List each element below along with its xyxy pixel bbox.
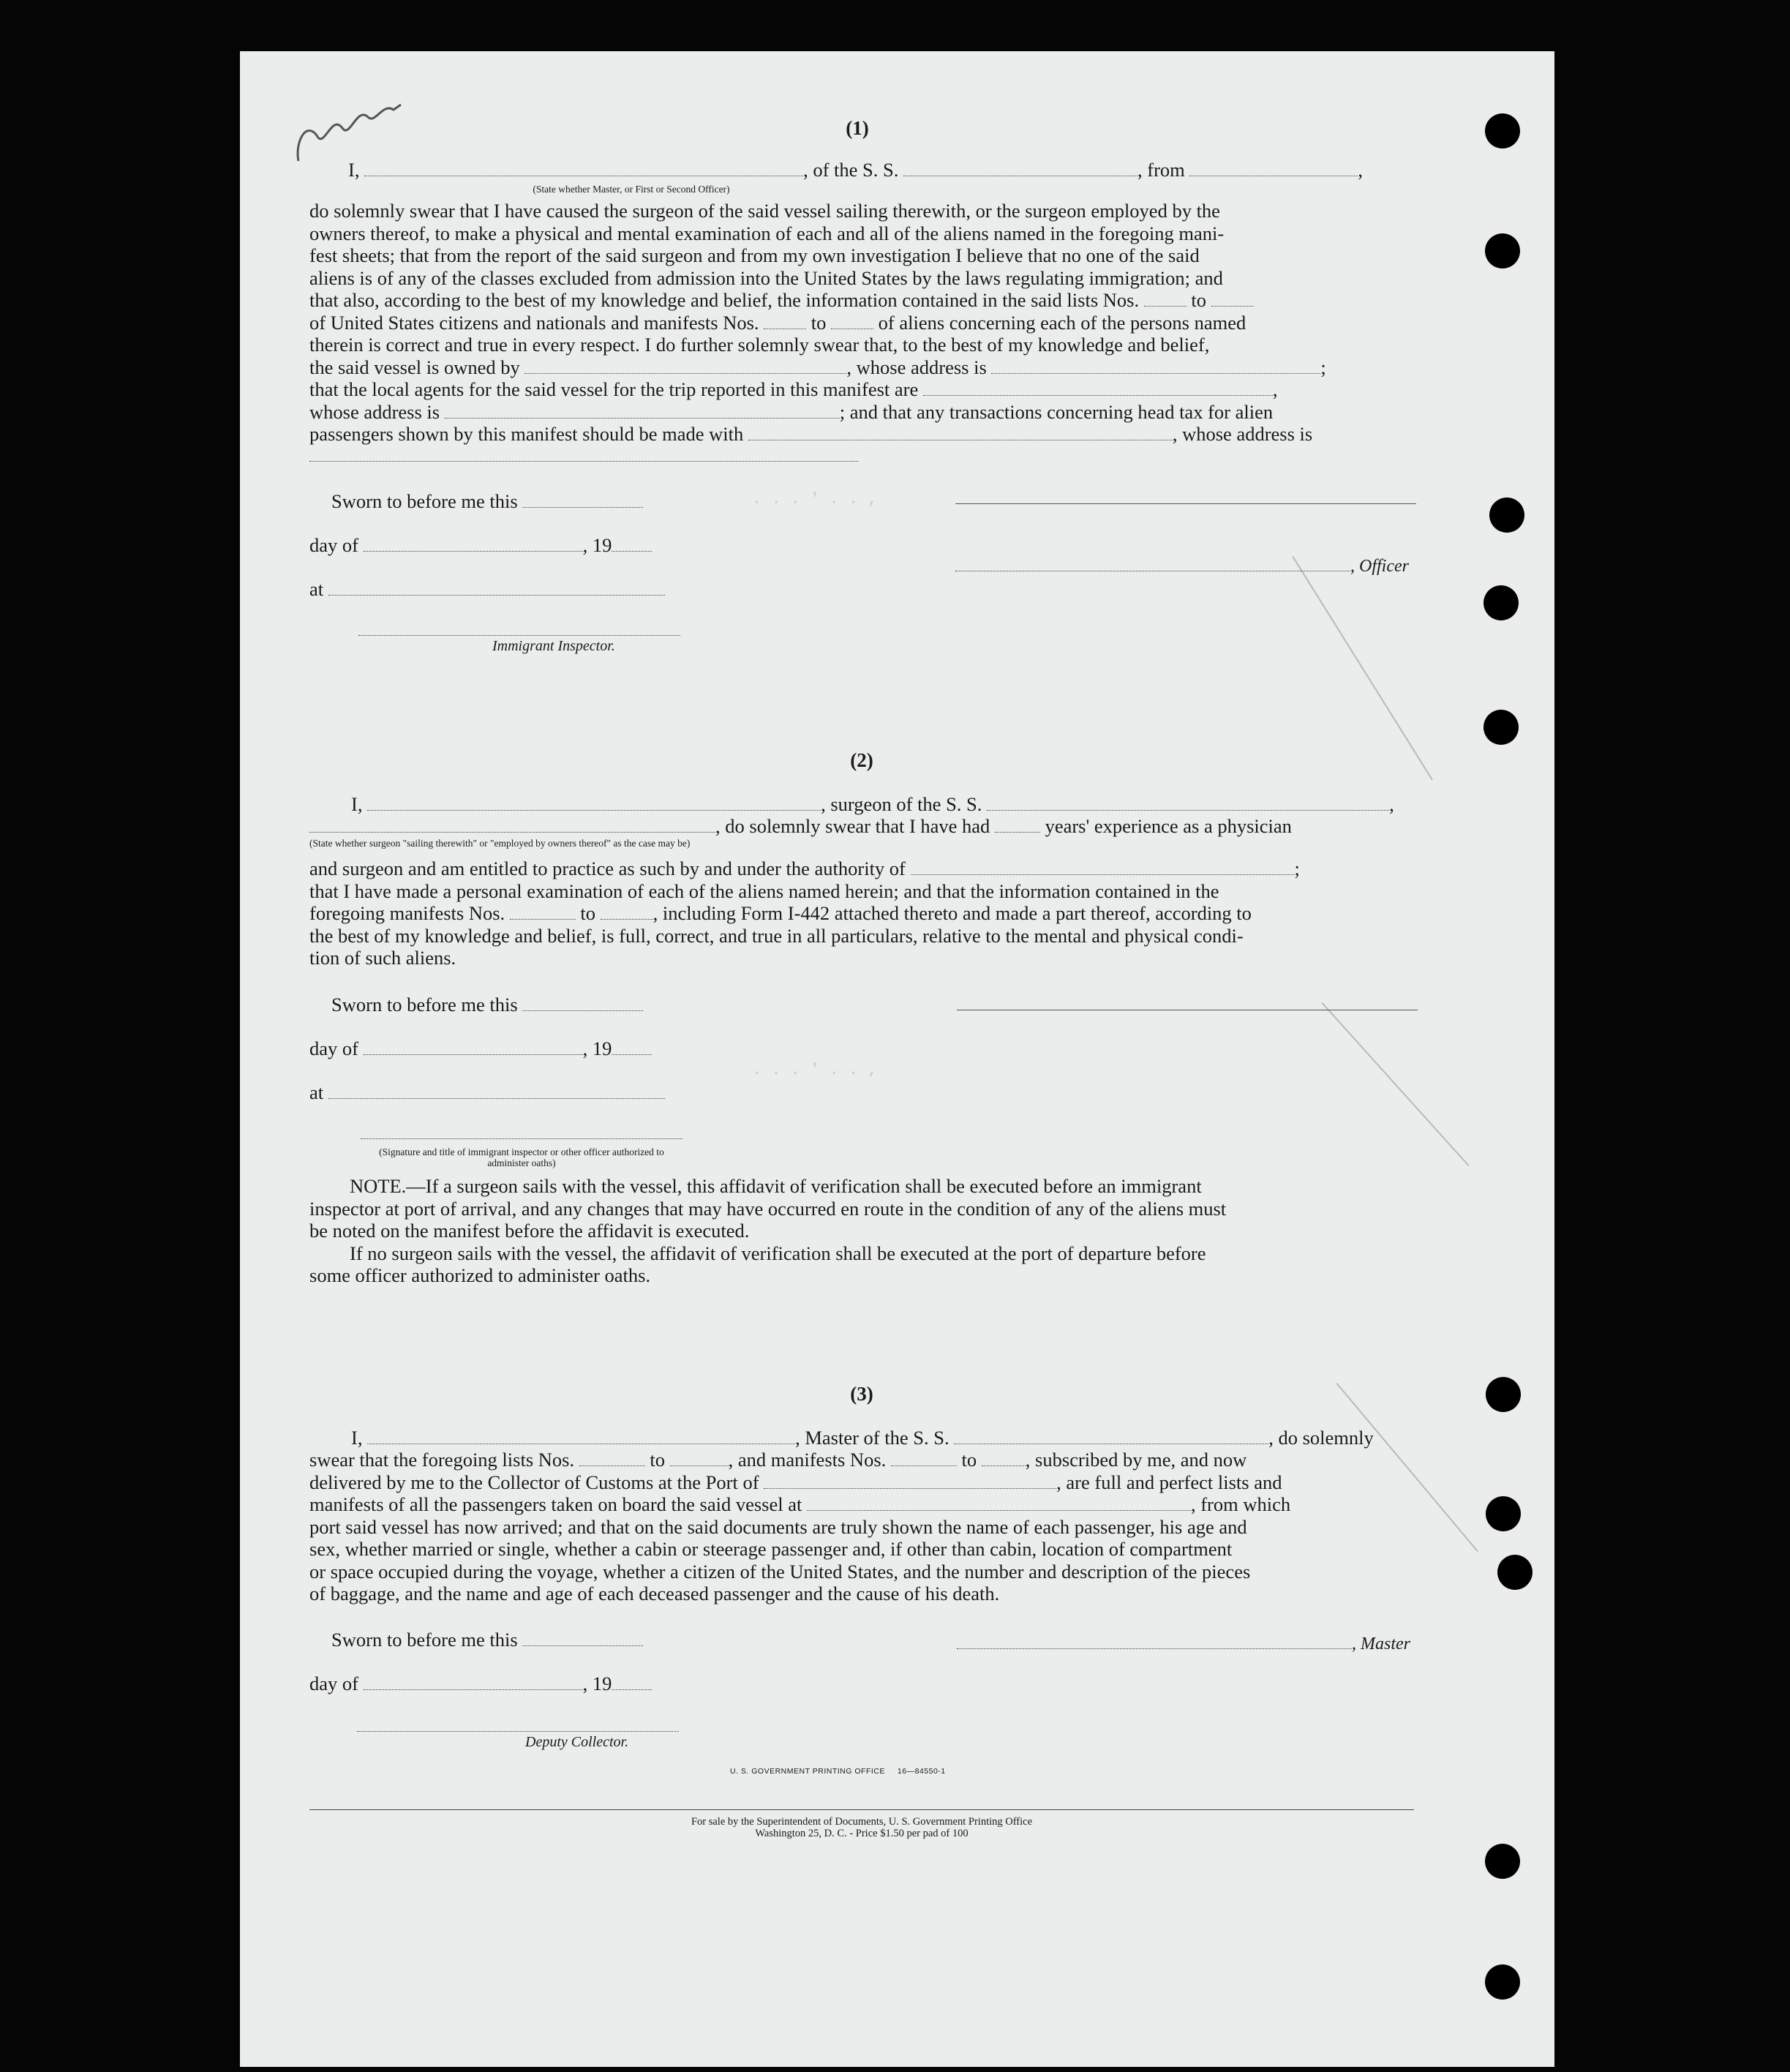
sworn-day-field[interactable] bbox=[522, 1645, 643, 1646]
place-field[interactable] bbox=[328, 595, 665, 596]
inspector-label: Immigrant Inspector. bbox=[492, 638, 615, 654]
binder-hole bbox=[1483, 585, 1519, 620]
section-number: (3) bbox=[850, 1383, 873, 1405]
at-line: at bbox=[309, 1081, 665, 1104]
bleed-through-text: . . . ' . . , bbox=[752, 1061, 878, 1079]
officer-signature-line-1[interactable] bbox=[955, 503, 1416, 504]
binder-hole bbox=[1485, 1844, 1520, 1879]
binder-hole bbox=[1489, 498, 1524, 533]
lists-from-field[interactable] bbox=[579, 1465, 645, 1466]
embarkation-port-field[interactable] bbox=[807, 1510, 1191, 1511]
binder-hole bbox=[1485, 1964, 1520, 2000]
citizen-list-to-field[interactable] bbox=[1211, 306, 1254, 307]
year-field[interactable] bbox=[612, 1689, 652, 1690]
sworn-line: Sworn to before me this bbox=[331, 994, 643, 1016]
pencil-stroke bbox=[1292, 556, 1432, 780]
month-field[interactable] bbox=[364, 551, 583, 552]
inspector-signature-field[interactable] bbox=[361, 1138, 682, 1139]
surgeon-swear-line: , do solemnly swear that I have had years' experience as a physician bbox=[309, 815, 1292, 838]
section1-paragraph: do solemnly swear that I have caused the surgeon of the said vessel sailing therewith, or the surgeon employed by the owners thereof, to make a physical and mental examination of each and all of the aliens named in the foregoing mani- fest sheets; that from the report of the said surgeon and from my own investigation I believe that no one of the said aliens is of any of the classes excluded from admission into the United States by the laws regulating immigration; and that also, according to the best of my knowledge and belief, the information contained in the said lists Nos. to of United States citizens and nationals and manifests Nos. to of aliens concerning each of the persons named therein is correct and true in every respect. I do further solemnly swear that, to the best of my knowledge and belief, the said vessel is owned by , whose address is ; that the local agents for the said vessel for the trip reported in this manifest are , whose address is ; and that any transactions concerning head tax for alien passengers shown by this manifest should be made with , whose address is bbox=[309, 200, 1326, 445]
year-field[interactable] bbox=[612, 1054, 652, 1055]
manifests-to-field[interactable] bbox=[601, 919, 653, 920]
binder-hole bbox=[1485, 233, 1520, 269]
section3-paragraph: swear that the foregoing lists Nos. to , and manifests Nos. to , subscribed by me, and now delivered by me to the Collector of Customs at the Port of , are full and perfect lists and manifests of all the passengers taken on board the said vessel at , from which port said vessel has now arrived; and that on the said documents are truly shown the name of each passenger, his age and sex, whether married or single, whether a cabin or steerage passenger and, if other than cabin, location of compartment or space occupied during the voyage, whether a citizen of the United States, and the number and description of the pieces of baggage, and the name and age of each deceased passenger and the cause of his death. bbox=[309, 1449, 1291, 1604]
i-label: I, bbox=[348, 159, 360, 181]
collector-signature-field[interactable] bbox=[357, 1731, 679, 1732]
surgeon-capacity-field[interactable] bbox=[309, 832, 715, 833]
surgeon-line: I, , surgeon of the S. S. , bbox=[351, 793, 1394, 815]
manifests-to-field[interactable] bbox=[982, 1465, 1026, 1466]
section2-paragraph: and surgeon and am entitled to practice as such by and under the authority of ; that I have made a personal examination of each of the aliens named herein; and that the information contained in the foregoing manifests Nos. to , including Form I-442 attached thereto and made a part thereof, according to the best of my knowledge and belief, is full, correct, and true in all particulars, relative to the mental and physical condi- tion of such aliens. bbox=[309, 857, 1300, 969]
footer-rule bbox=[309, 1809, 1414, 1810]
officer-line: I, , of the S. S. , from , bbox=[348, 159, 1364, 181]
binder-hole bbox=[1483, 710, 1519, 745]
manifests-from-field[interactable] bbox=[510, 919, 576, 920]
sworn-day-field[interactable] bbox=[522, 1010, 643, 1011]
officer-caption: (State whether Master, or First or Second Officer) bbox=[533, 184, 730, 195]
place-field[interactable] bbox=[328, 1098, 665, 1099]
binder-hole bbox=[1486, 1496, 1521, 1531]
day-of-line: day of , 19 bbox=[309, 1673, 652, 1695]
head-tax-address-field[interactable] bbox=[309, 461, 858, 462]
sale-notice bbox=[533, 1816, 1191, 1839]
sale-notice-line-2: Washington 25, D. C. - Price $1.50 per pad of 100 bbox=[755, 1828, 969, 1839]
sworn-line: Sworn to before me this bbox=[331, 1629, 643, 1651]
signature-caption: (Signature and title of immigrant inspector or other officer authorized to administer oaths) bbox=[379, 1146, 664, 1168]
month-field[interactable] bbox=[364, 1054, 583, 1055]
bleed-through-text: . . . ' . . , bbox=[752, 490, 878, 508]
years-experience-field[interactable] bbox=[995, 832, 1040, 833]
manifests-from-field[interactable] bbox=[891, 1465, 957, 1466]
day-of-line: day of , 19 bbox=[309, 534, 652, 557]
authority-field[interactable] bbox=[911, 874, 1295, 875]
local-agents-field[interactable] bbox=[923, 395, 1273, 396]
section-number: (1) bbox=[846, 117, 869, 139]
binder-hole bbox=[1485, 113, 1520, 149]
surgeon-ship-field[interactable] bbox=[987, 810, 1389, 811]
sworn-line: Sworn to before me this bbox=[331, 490, 643, 513]
binder-hole bbox=[1497, 1555, 1533, 1590]
surgeon-name-field[interactable] bbox=[367, 810, 821, 811]
at-line: at bbox=[309, 578, 665, 601]
sworn-day-field[interactable] bbox=[522, 507, 643, 508]
owner-field[interactable] bbox=[524, 373, 846, 374]
sale-notice-line-1: For sale by the Superintendent of Documents, U. S. Government Printing Office bbox=[691, 1816, 1033, 1828]
collector-label: Deputy Collector. bbox=[525, 1734, 629, 1750]
gpo-imprint: U. S. GOVERNMENT PRINTING OFFICE 16—84550-1 bbox=[730, 1767, 946, 1776]
note-block: NOTE.—If a surgeon sails with the vessel, this affidavit of verification shall be executed before an immigrant inspector at port of arrival, and any changes that may have occurred en route in the condition of any of the aliens must be noted on the manifest before the affidavit is executed. If no surgeon sails with the vessel, the affidavit of verification shall be executed at the port of departure before some officer authorized to administer oaths. bbox=[309, 1175, 1227, 1286]
month-field[interactable] bbox=[364, 1689, 583, 1690]
citizen-list-from-field[interactable] bbox=[1144, 306, 1187, 307]
master-signature-line: , Master bbox=[957, 1632, 1410, 1656]
binder-hole bbox=[1486, 1377, 1521, 1412]
day-of-line: day of , 19 bbox=[309, 1037, 652, 1060]
section-number: (2) bbox=[850, 749, 873, 771]
from-label: , from bbox=[1137, 159, 1185, 181]
inspector-signature-field[interactable] bbox=[358, 635, 680, 636]
port-field[interactable] bbox=[764, 1488, 1056, 1489]
pencil-stroke bbox=[1322, 1002, 1470, 1166]
year-field[interactable] bbox=[612, 551, 652, 552]
form-page bbox=[240, 51, 1554, 2067]
of-ss-label: , of the S. S. bbox=[803, 159, 899, 181]
master-line: I, , Master of the S. S. , do solemnly bbox=[351, 1427, 1374, 1449]
owner-address-field[interactable] bbox=[991, 373, 1320, 374]
lists-to-field[interactable] bbox=[670, 1465, 729, 1466]
surgeon-caption: (State whether surgeon "sailing therewith" or "employed by owners thereof" as the case may be) bbox=[309, 838, 691, 849]
master-signature-field[interactable] bbox=[957, 1648, 1352, 1649]
officer-signature-line-2: , Officer bbox=[955, 554, 1409, 578]
